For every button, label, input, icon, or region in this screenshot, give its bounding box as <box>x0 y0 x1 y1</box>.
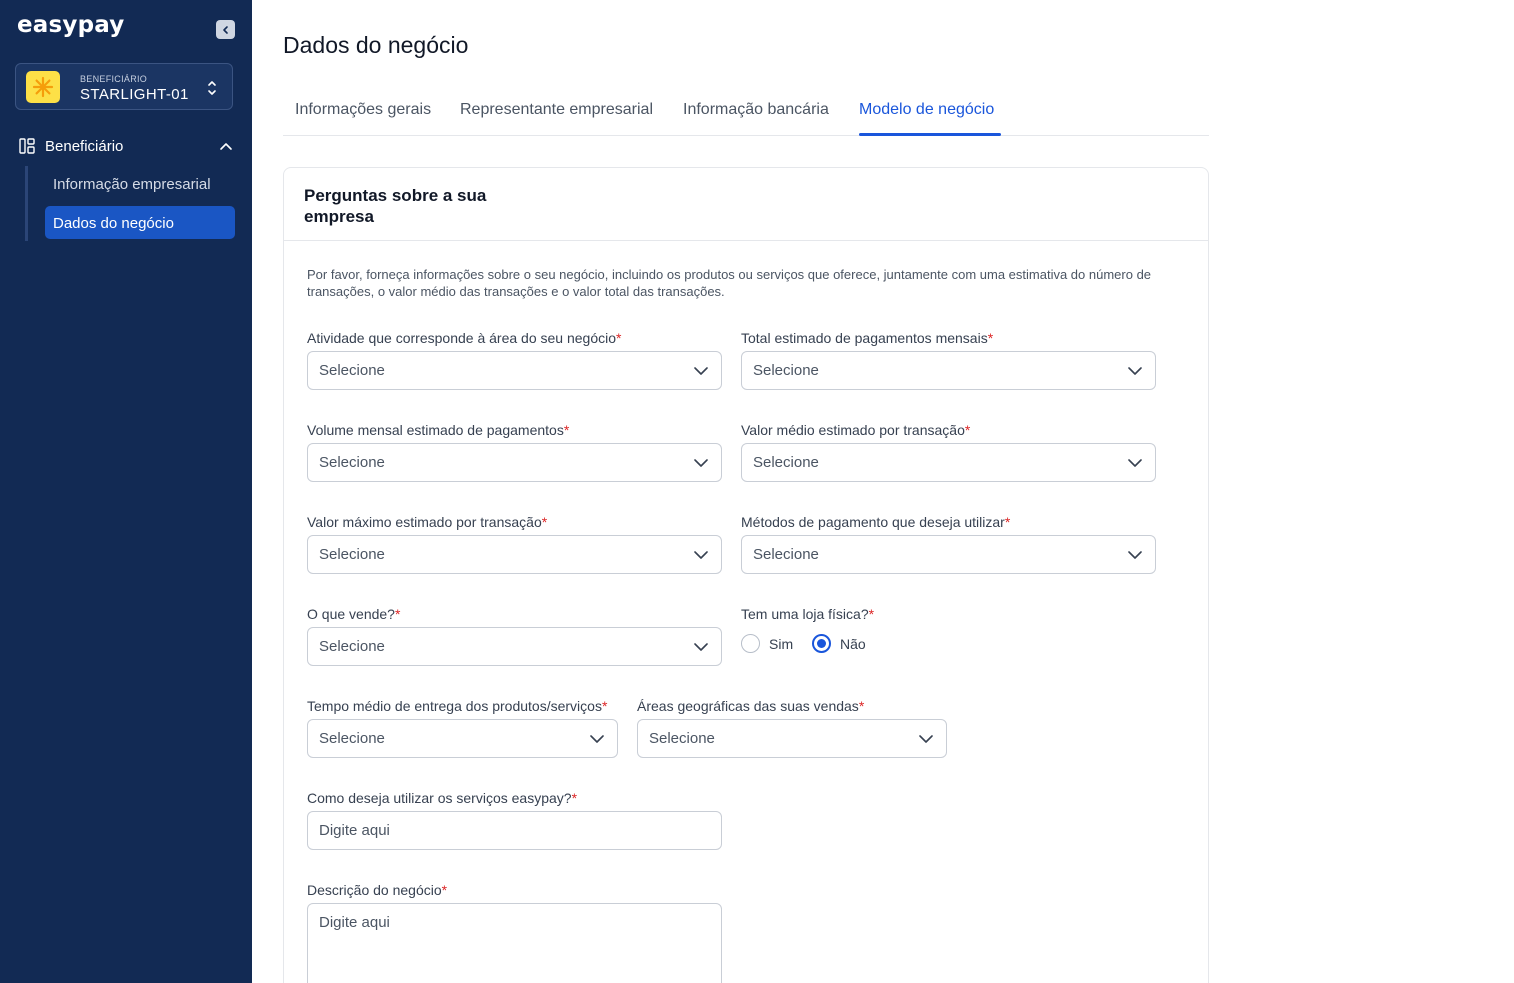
activity-select-value: Selecione <box>319 362 385 379</box>
active-tab-indicator <box>859 133 1001 136</box>
geo-areas-label: Áreas geográficas das suas vendas* <box>637 698 865 714</box>
max-value-label: Valor máximo estimado por transação* <box>307 514 548 530</box>
max-value-select[interactable] <box>307 535 722 574</box>
chevron-down-icon <box>590 733 604 745</box>
payment-methods-select[interactable] <box>741 535 1156 574</box>
account-switcher[interactable] <box>15 63 233 110</box>
tab-informacao-bancaria[interactable]: Informação bancária <box>683 101 829 118</box>
sidebar <box>0 0 252 983</box>
nav-section-beneficiario[interactable] <box>19 136 235 158</box>
business-questions-card <box>283 167 1209 983</box>
chevron-up-icon <box>219 140 233 154</box>
payment-methods-label: Métodos de pagamento que deseja utilizar* <box>741 514 1011 530</box>
card-header <box>284 168 1208 241</box>
page-title: Dados do negócio <box>283 32 469 58</box>
radio-nao[interactable] <box>812 634 866 653</box>
sidebar-item-informacao-empresarial[interactable]: Informação empresarial <box>53 176 211 193</box>
chevron-down-icon <box>694 549 708 561</box>
geo-areas-select-value: Selecione <box>649 730 715 747</box>
account-name: STARLIGHT-01 <box>80 86 189 103</box>
how-use-label: Como deseja utilizar os serviços easypay?* <box>307 790 578 806</box>
sparkle-icon <box>32 76 54 98</box>
how-use-field <box>307 811 722 850</box>
account-avatar <box>26 71 60 103</box>
card-title: Perguntas sobre a sua empresa <box>304 186 487 226</box>
radio-sim-label: Sim <box>769 635 794 652</box>
collapse-sidebar-button[interactable] <box>216 20 235 39</box>
what-sells-label: O que vende?* <box>307 606 401 622</box>
account-role: BENEFICIÁRIO <box>80 74 148 84</box>
avg-value-select-value: Selecione <box>753 454 819 471</box>
total-monthly-label: Total estimado de pagamentos mensais* <box>741 330 994 346</box>
delivery-time-label: Tempo médio de entrega dos produtos/serviços* <box>307 698 608 714</box>
volume-monthly-select-value: Selecione <box>319 454 385 471</box>
chevron-down-icon <box>694 365 708 377</box>
tab-informacoes-gerais[interactable]: Informações gerais <box>295 101 432 118</box>
chevron-down-icon <box>1128 365 1142 377</box>
chevron-down-icon <box>1128 549 1142 561</box>
avg-value-select[interactable] <box>741 443 1156 482</box>
avg-value-label: Valor médio estimado por transação* <box>741 422 971 438</box>
chevron-down-icon <box>694 457 708 469</box>
chevron-down-icon <box>919 733 933 745</box>
sidebar-item-dados-do-negocio[interactable]: Dados do negócio <box>45 206 235 239</box>
radio-sim-circle[interactable] <box>741 634 760 653</box>
radio-nao-circle[interactable] <box>812 634 831 653</box>
tab-modelo-de-negocio[interactable]: Modelo de negócio <box>859 101 995 118</box>
chevron-left-icon <box>221 25 231 35</box>
radio-sim[interactable] <box>741 634 793 653</box>
what-sells-select-value: Selecione <box>319 638 385 655</box>
volume-monthly-select[interactable] <box>307 443 722 482</box>
chevron-up-down-icon <box>206 78 218 98</box>
what-sells-select[interactable] <box>307 627 722 666</box>
volume-monthly-label: Volume mensal estimado de pagamentos* <box>307 422 570 438</box>
nav-rail <box>25 166 28 241</box>
chevron-down-icon <box>1128 457 1142 469</box>
how-use-input[interactable] <box>308 812 721 849</box>
payment-methods-select-value: Selecione <box>753 546 819 563</box>
activity-select[interactable] <box>307 351 722 390</box>
chevron-down-icon <box>694 641 708 653</box>
radio-nao-label: Não <box>840 635 866 652</box>
description-textarea[interactable] <box>308 904 721 983</box>
tabs <box>283 96 1209 136</box>
nav-section-label: Beneficiário <box>45 138 124 155</box>
delivery-time-select[interactable] <box>307 719 618 758</box>
delivery-time-select-value: Selecione <box>319 730 385 747</box>
total-monthly-select-value: Selecione <box>753 362 819 379</box>
geo-areas-select[interactable] <box>637 719 947 758</box>
total-monthly-select[interactable] <box>741 351 1156 390</box>
description-label: Descrição do negócio* <box>307 882 448 898</box>
activity-label: Atividade que corresponde à área do seu negócio* <box>307 330 622 346</box>
layout-icon <box>19 138 35 154</box>
easypay-logo[interactable]: easypay <box>17 12 125 38</box>
physical-store-label: Tem uma loja física?* <box>741 606 875 622</box>
description-field <box>307 903 722 983</box>
card-description: Por favor, forneça informações sobre o seu negócio, incluindo os produtos ou serviços que oferece, juntamente com uma estimativa do número de transações, o valor médio das transações e o valor total das transações. <box>307 267 1152 299</box>
tab-representante-empresarial[interactable]: Representante empresarial <box>460 101 653 118</box>
max-value-select-value: Selecione <box>319 546 385 563</box>
